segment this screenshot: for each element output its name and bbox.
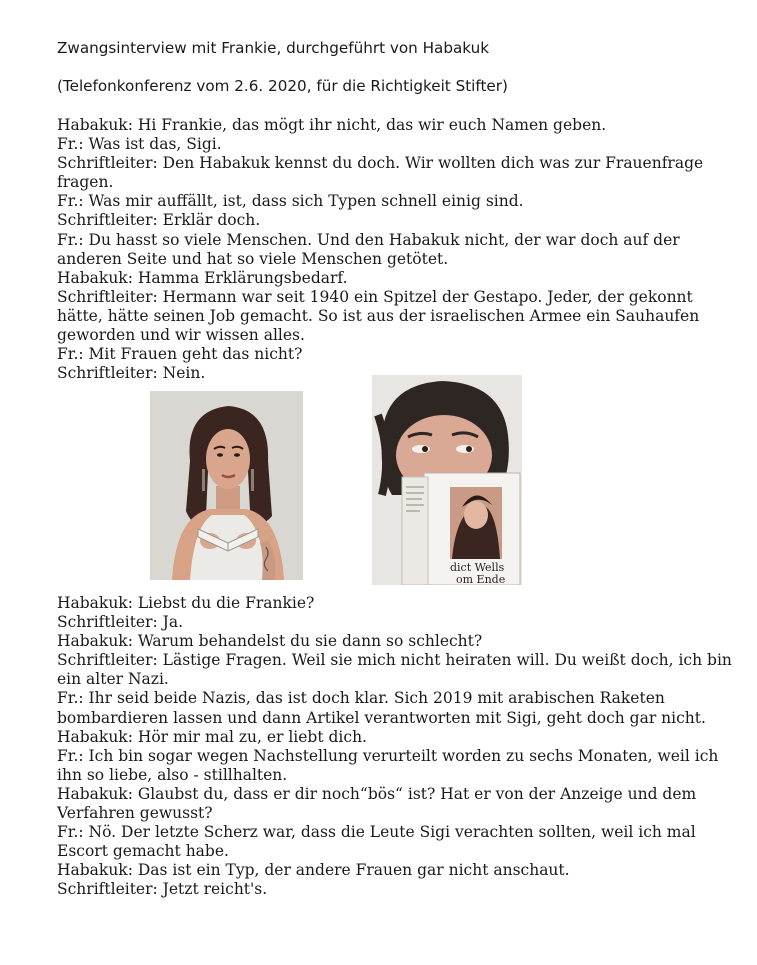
dialog-line: Fr.: Mit Frauen geht das nicht? [57, 345, 303, 364]
dialog-line: Schriftleiter: Nein. [57, 364, 206, 383]
dialog-line: Habakuk: Hör mir mal zu, er liebt dich. [57, 727, 367, 746]
photo-woman-with-book [150, 391, 303, 580]
dialog-line: Habakuk: Warum behandelst du sie dann so schlecht? [57, 632, 483, 651]
dialog-line: Habakuk: Hi Frankie, das mögt ihr nicht, das wir euch Namen geben. [57, 116, 607, 134]
dialog-line: Fr.: Ich bin sogar wegen Nachstellung verurteilt worden zu sechs Monaten, weil ich ihn so liebe, also - stillhalten. [57, 746, 724, 784]
dialog-line: Schriftleiter: Den Habakuk kennst du doch. Wir wollten dich was zur Frauenfrage fragen. [57, 154, 709, 192]
document-title: Zwangsinterview mit Frankie, durchgeführt von Habakuk [57, 39, 490, 57]
dialog-line: Habakuk: Liebst du die Frankie? [57, 594, 315, 612]
dialog-line: Habakuk: Hamma Erklärungsbedarf. [57, 268, 348, 287]
dialog-line: Fr.: Nö. Der letzte Scherz war, dass die Leute Sigi verachten sollten, weil ich mal Escort gemacht habe. [57, 823, 701, 861]
dialog-section-bottom [57, 594, 737, 900]
dialog-line: Schriftleiter: Lästige Fragen. Weil sie mich nicht heiraten will. Du weißt doch, ich bin ein alter Nazi. [57, 651, 737, 689]
dialog-line: Fr.: Was mir auffällt, ist, dass sich Typen schnell einig sind. [57, 192, 524, 211]
dialog-line: Fr.: Was ist das, Sigi. [57, 135, 222, 154]
dialog-line: Schriftleiter: Jetzt reicht's. [57, 880, 268, 899]
book-cover-text: dict Wells [450, 561, 505, 574]
dialog-line: Habakuk: Glaubst du, dass er dir noch“bös“ ist? Hat er von der Anzeige und dem Verfahren gewusst? [57, 784, 702, 823]
document-subtitle: (Telefonkonferenz vom 2.6. 2020, für die Richtigkeit Stifter) [57, 77, 508, 95]
dialog-line: Schriftleiter: Ja. [57, 613, 184, 632]
dialog-line: Habakuk: Das ist ein Typ, der andere Frauen gar nicht anschaut. [57, 861, 570, 880]
book-cover-text: om Ende [456, 573, 506, 585]
dialog-section-top [57, 116, 732, 383]
dialog-line: Schriftleiter: Erklär doch. [57, 211, 261, 230]
dialog-line: Fr.: Du hasst so viele Menschen. Und den Habakuk nicht, der war doch auf der anderen Seite und hat so viele Menschen getötet. [57, 230, 685, 268]
dialog-line: Fr.: Ihr seid beide Nazis, das ist doch klar. Sich 2019 mit arabischen Raketen bombardieren lassen und dann Artikel verantworten mit Sigi, geht doch gar nicht. [57, 689, 706, 727]
dialog-line: Schriftleiter: Hermann war seit 1940 ein Spitzel der Gestapo. Jeder, der gekonnt hätte, hätte seinen Job gemacht. So ist aus der israelischen Armee ein Sauhaufen geworden und wir wissen alles. [57, 287, 705, 345]
photo-person-behind-book [372, 375, 522, 585]
